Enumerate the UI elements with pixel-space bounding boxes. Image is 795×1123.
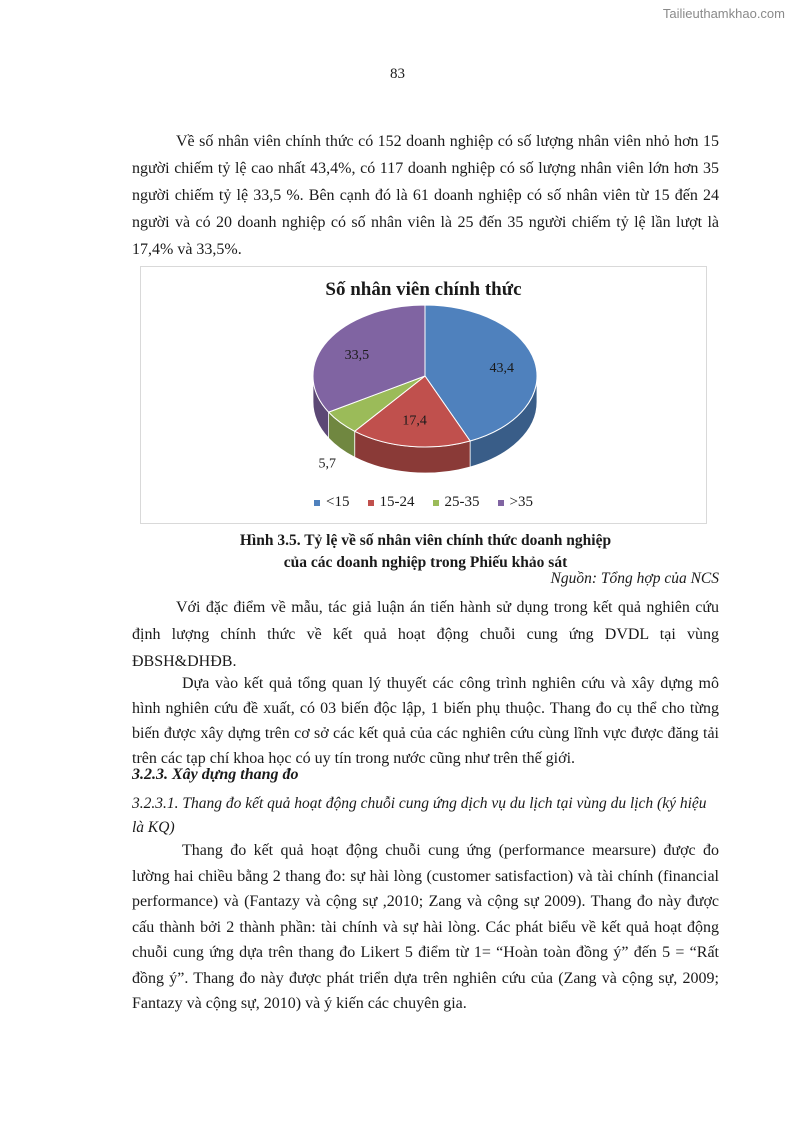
legend-item-lt15 [314, 494, 349, 511]
watermark: Tailieuthamkhao.com [662, 6, 785, 21]
subsection-heading: 3.2.3.1. Thang đo kết quả hoạt động chuỗi cung ứng dịch vụ du lịch tại vùng du lịch (ký hiệu là KQ) [132, 795, 707, 836]
figure-caption-line-1: Hình 3.5. Tỷ lệ về số nhân viên chính thức doanh nghiệp [239, 532, 612, 549]
figure-caption [132, 530, 719, 574]
figure-source: Nguồn: Tổng hợp của NCS [550, 570, 719, 587]
legend-label-25-35: 25-35 [444, 494, 480, 510]
legend-swatch-15-24 [368, 500, 374, 506]
pie-chart [140, 266, 707, 524]
data-label-lt15: 43,4 [489, 360, 514, 376]
paragraph-sample: Với đặc điểm về mẫu, tác giả luận án tiến hành sử dụng trong kết quả nghiên cứu định lượng chính thức về kết quả hoạt động chuỗi cung ứng DVDL tại vùng ĐBSH&DHĐB. [132, 599, 719, 670]
legend-item-15-24 [368, 494, 415, 511]
data-label-15-24: 17,4 [402, 413, 427, 429]
page-number: 83 [390, 66, 405, 82]
data-label-gt35: 33,5 [344, 348, 370, 364]
legend-label-gt35: >35 [509, 494, 533, 510]
pie-chart-canvas [141, 267, 708, 525]
paragraph-scale: Thang đo kết quả hoạt động chuỗi cung ứng (performance mearsure) được đo lường hai chiều bằng 2 thang đo: sự hài lòng (customer satisfaction) và tài chính (financial performance) và (Fantazy và cộng sự ,2010; Zang và cộng sự 2009). Thang đo này được cấu thành bởi 2 thành phần: tài chính và sự hài lòng. Các phát biểu về kết quả hoạt động chuỗi cung ứng dựa trên thang đo Likert 5 điểm từ 1= “Hoàn toàn đồng ý” đến 5 = “Rất đồng ý”. Thang đo này được phát triển dựa trên nghiên cứu của (Zang và cộng sự, 2009; Fantazy và cộng sự, 2010) và ý kiến các chuyên gia. [132, 842, 719, 1012]
legend-item-25-35 [433, 494, 480, 511]
chart-title: Số nhân viên chính thức [325, 279, 522, 300]
data-label-25-35: 5,7 [318, 456, 337, 472]
legend-swatch-lt15 [314, 500, 320, 506]
paragraph-staff-count: Về số nhân viên chính thức có 152 doanh nghiệp có số lượng nhân viên nhỏ hơn 15 người chiếm tỷ lệ cao nhất 43,4%, có 117 doanh nghiệp có số lượng nhân viên lớn hơn 35 người chiếm tỷ lệ 33,5 %. Bên cạnh đó là 61 doanh nghiệp có số nhân viên từ 15 đến 24 người và có 20 doanh nghiệp có số nhân viên là 25 đến 35 người chiếm tỷ lệ lần lượt là 17,4% và 33,5%. [132, 133, 719, 258]
legend-item-gt35 [498, 494, 533, 511]
chart-legend [141, 494, 706, 511]
legend-label-15-24: 15-24 [379, 494, 415, 510]
legend-swatch-25-35 [433, 500, 439, 506]
paragraph-model: Dựa vào kết quả tổng quan lý thuyết các công trình nghiên cứu và xây dựng mô hình nghiên cứu đề xuất, có 03 biến độc lập, 1 biến phụ thuộc. Thang đo cụ thể cho từng biến được xây dựng trên cơ sở các kết quả của các nghiên cứu cùng lĩnh vực được đăng tải trên các tạp chí khoa học có uy tín trong nước cũng như trên thế giới. [132, 675, 719, 767]
figure-caption-line-2: của các doanh nghiệp trong Phiếu khảo sát [283, 554, 568, 571]
legend-label-lt15: <15 [326, 494, 350, 510]
section-heading: 3.2.3. Xây dựng thang đo [132, 766, 299, 783]
legend-swatch-gt35 [498, 500, 504, 506]
